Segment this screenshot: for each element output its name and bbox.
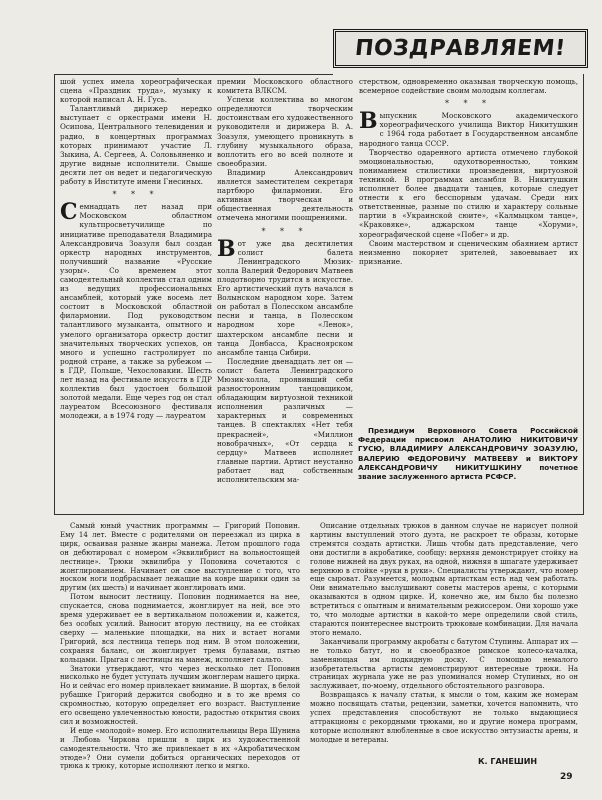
- page-number: 29: [560, 772, 573, 782]
- col3-paragraph: Своим мастерством и сценическим обаянием артист неизменно покоряет зрителей, завоевывает их признание.: [359, 238, 578, 266]
- article-paragraph: Самый юный участник программы — Григорий Поповин. Ему 14 лет. Вместе с родителями он переезжал из цирка в цирк, осваивая разные жанры манежа. Летом прошлого года он дебютировал с номером «Эквилибрист на вольностоящей лестнице». Трюки эквилибра у Поповина сочетаются с жонглированием. Начинает он свое выступление с того, что носком ноги подбрасывает лежащие на ковре шарики один за другим (их шесть) и начинает жонглировать ими.: [60, 522, 300, 593]
- section-divider: * * *: [112, 190, 160, 200]
- header-box: [333, 29, 588, 68]
- col1-paragraph: Талантливый дирижер нередко выступает с оркестрами имени Н. Осипова, Центрального телевидения и радио, в концертных программах которых принимают участие Л. Зыкина, А. Сергеев, А. Соловьяненко и другие видные исполнители. Свыше десяти лет он ведет и педагогическую работу в Институте имени Гнесиных.: [60, 104, 212, 187]
- drop-cap: В: [217, 235, 236, 262]
- drop-cap: С: [60, 199, 78, 226]
- col3-paragraph: стерством, одновременно оказывая творческую помощь, всемерное содействие своим молодым коллегам.: [359, 77, 578, 96]
- col1-paragraph: [60, 199, 212, 421]
- header-title: ПОЗДРАВЛЯЕМ!: [353, 36, 568, 61]
- col1-paragraph: шой успех имела хореографическая сцена «Праздник труда», музыку к которой написал А. Н. Гусь.: [60, 77, 212, 105]
- column-3: [359, 77, 578, 422]
- col1-text: емнадцать лет назад при Московском областном культпросветучилище по инициативе преподавателя Владимира Александровича Зоазуля был создан оркестр народных инструментов, получивший название «Русские узоры». Со временем этот самодеятельный коллектив стал одним из ведущих профессиональных ансамблей, который уже восемь лет состоит в Московской областной филармонии. Под руководством талантливого музыканта, опытного и умелого организатора оркестр достиг значительных творческих успехов, он много и успешно гастролирует по родной стране, а также за рубежом — в ГДР, Польше, Чехословакии. Шесть лет назад на фестивале искусств в ГДР коллектив был удостоен большой золотой медали. Еще через год он стал лауреатом Всесоюзного фестиваля молодежи, а в 1974 году — лауреатом: [60, 202, 212, 421]
- article-paragraph: Потом выносит лестницу. Поповин поднимается на нее, спускается, снова поднимается, жонглирует на ней, все это время удерживает ее в вертикальном положении и, кажется, без особых усилий. Выносит вторую лестницу, на ее стойках сверху — маленькие площадки, на них и встает ногами Григорий, вся лестница теперь под ним. В этом положении, сохраняя баланс, он жонглирует тремя булавами, пятью кольцами. Прыгая с лестницы на манеж, исполняет сальто.: [60, 593, 300, 664]
- col3-text: ыпускник Московского академического хореографического училища Виктор Никитушкин с 1964 года работает в Государственном ансамбле народного танца СССР.: [359, 111, 578, 148]
- col2-text: от уже два десятилетия солист балета Ленинградского Мюзик-холла Валерий Федорович Матвеев плодотворно трудится в искусстве. Его артистический путь начался в Волынском народном хоре. Затем он работал в Полесском ансамбле песни и танца, в Полесском народном хоре «Ленок», шахтерском ансамбле песни и танца Донбасса, Красноярском ансамбле танца Сибири.: [217, 238, 353, 357]
- decree-paragraph: Президиум Верховного Совета Российской Федерации присвоил АНАТОЛИЮ НИКИТОВИЧУ ГУСЮ, ВЛАДИМИРУ АЛЕКСАНДРОВИЧУ ЗОАЗУЛЮ, ВАЛЕРИЮ ФЕДОРОВИЧУ МАТВЕЕВУ и ВИКТОРУ АЛЕКСАНДРОВИЧУ НИКИТУШКИНУ почетное звание заслуженного артиста РСФСР.: [358, 426, 578, 482]
- section-divider: * * *: [444, 99, 493, 109]
- section-divider: * * *: [261, 226, 309, 236]
- col2-paragraph: [217, 235, 353, 357]
- col2-paragraph: Последние двенадцать лет он — солист балета Ленинградского Мюзик-холла, проявивший себя разносторонним танцовщиком, обладающим виртуозной техникой исполнения различных — характерных и современных танцев. В спектаклях «Нет тебя прекрасней», «Миллион новобрачных», «От сердца к сердцу» Матвеев исполняет главные партии. Артист неустанно работает над собственным исполнительским ма-: [217, 356, 353, 485]
- article-paragraph: Возвращаясь к началу статьи, к мысли о том, каким же номерам можно посвящать статьи, рецензии, заметки, хочется напомнить, что успех представления способствуют не только выдающиеся аттракционы с рекордными трюками, но и другие номера программ, которые исполняют влюбленные в свое искусство энтузиасты арены, и молодые и ветераны.: [310, 691, 578, 744]
- drop-cap: В: [359, 108, 378, 135]
- bottom-left-column: [60, 522, 300, 770]
- col2-paragraph: Успехи коллектива во многом определяются творческим достоинствам его художественного руководителя и дирижера В. А. Зоазуля, умеющего проникнуть в глубину музыкального образа, воплотить его во всей полноте и своеобразии.: [217, 95, 353, 168]
- col3-paragraph: Творчество одаренного артиста отмечено глубокой эмоциональностью, одухотворенностью, тонким пониманием стилистики произведения, виртуозной техникой. В программах ансамбля В. Никитушкин исполняет более двадцати танцев, которые следует отнести к его бесспорным удачам. Среди них ответственные, разные по стилю и характеру сольные партии в «Украинской сюите», «Калмыцком танце», «Краковяке», аджарском танце «Хоруми», хореографической сцене «Побег» и др.: [359, 147, 578, 239]
- bottom-right-column: [310, 522, 578, 756]
- article-paragraph: Заканчивали программу акробаты с батутом Ступины. Аппарат их — не только батут, но и своеобразное римское колесо-качалка, заменяющая им подкидную доску. С помощью немалого изобретательства артисты демонстрируют интересные трюки. На страницах журнала уже не раз упоминался номер Ступиных, но он заслуживает, по-моему, отдельного обстоятельного разговора.: [310, 637, 578, 691]
- decree-text-block: [358, 426, 578, 481]
- col2-paragraph: премии Московского областного комитета ВЛКСМ.: [217, 77, 353, 96]
- column-1: [60, 77, 212, 509]
- col3-paragraph: [359, 108, 578, 148]
- article-paragraph: Описание отдельных трюков в данном случае не нарисует полной картины выступлений этого дуэта, не раскроет те образы, которые стремятся создать артистки. Лишь чтобы дать представление, чего они достигли в акробатике, сообщу: верхняя демонстрирует стойку на голове нижней на двух руках, на одной, нижняя в шпагате удерживает верхнюю в стойке «руки в руки». Специалисты утверждают, что номер еще сыроват. Разумеется, молодым артисткам есть над чем работать. Они внимательно выслушивают советы мастеров арены, с которыми оказываются в одном цирке. И, конечно же, им было бы полезно встретиться с опытным и внимательным режиссером. Они хорошо уже то, что молодые артистки в какой-то мере определили свой стиль, стараются поинтереснее выстроить трюковые комбинации. Для начала этого немало.: [310, 522, 578, 637]
- article-paragraph: Знатоки утверждают, что через несколько лет Поповин нисколько не будет уступать лучшим жонглерам нашего цирка. Но и сейчас его номер привлекает внимание. В шортах, в белой рубашке Григорий держится свободно и в то же время со скромностью, которую определяет его возраст. Выступление его освещено увлеченностью юности, радостью открытия своих сил и возможностей.: [60, 664, 300, 726]
- column-2: [217, 77, 353, 509]
- article-paragraph: И еще «молодой» номер. Его исполнительницы Вера Шунина и Любовь Чиркова пришли в цирк из художественной самодеятельности. Что же привлекает в их «Акробатическом этюде»? Они сумели добиться органических переходов от трюка к трюку, которые исполняют легко и мягко.: [60, 726, 300, 770]
- author-signature: К. ГАНЕШИН: [478, 757, 538, 766]
- col2-paragraph: Владимир Александрович является заместителем секретаря партбюро филармонии. Его активная творческая и общественная деятельность отмечена многими поощрениями.: [217, 167, 353, 223]
